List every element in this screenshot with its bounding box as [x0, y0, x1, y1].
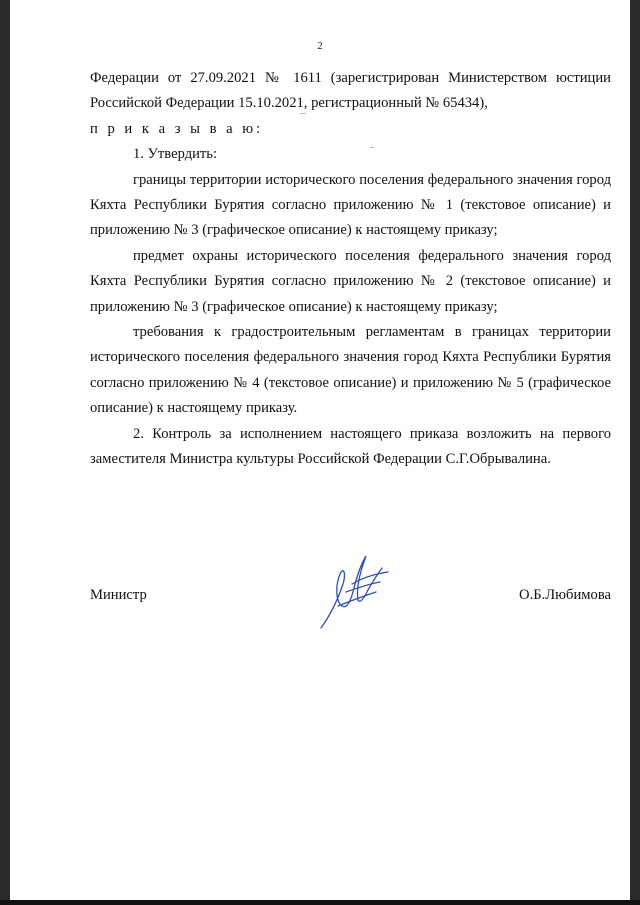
- order-word: п р и к а з ы в а ю:: [90, 120, 264, 137]
- item2-control: 2. Контроль за исполнением настоящего приказа возложить на первого заместителя Министра культуры Российской Федерации С.Г.Обрывалина.: [90, 425, 611, 468]
- handwritten-signature: [316, 544, 396, 634]
- scan-artifact: [370, 147, 374, 148]
- item1-regulation-requirements: требования к градостроительным регламентам в границах территории исторического поселения федерального значения город Кяхта Республики Бурятия согласно приложению № 4 (текстовое описание) и приложению № 5 (графическое описание) к настоящему приказу.: [90, 324, 611, 417]
- signatory-name: О.Б.Любимова: [519, 587, 611, 603]
- scan-border: [0, 900, 640, 905]
- position-title: Министр: [90, 587, 147, 603]
- signature-block: [90, 584, 611, 644]
- paragraph-intro: Федерации от 27.09.2021 № 1611 (зарегистрирован Министерством юстиции Российской Федерации 15.10.2021, регистрационный № 65434),: [90, 70, 611, 112]
- order-body: [90, 66, 611, 473]
- page-number: 2: [317, 40, 323, 52]
- item1-protection-subject: предмет охраны исторического поселения федерального значения город Кяхта Республики Бурятия согласно приложению № 2 (текстовое описание) и приложению № 3 (графическое описание) к настоящему приказу;: [90, 247, 611, 315]
- scan-artifact: [300, 113, 306, 114]
- item1-boundaries: границы территории исторического поселения федерального значения город Кяхта Республики Бурятия согласно приложению № 1 (текстовое описание) и приложению № 3 (графическое описание) к настоящему приказу;: [90, 171, 611, 239]
- item1-heading: 1. Утвердить:: [133, 146, 218, 163]
- document-page: [10, 0, 630, 900]
